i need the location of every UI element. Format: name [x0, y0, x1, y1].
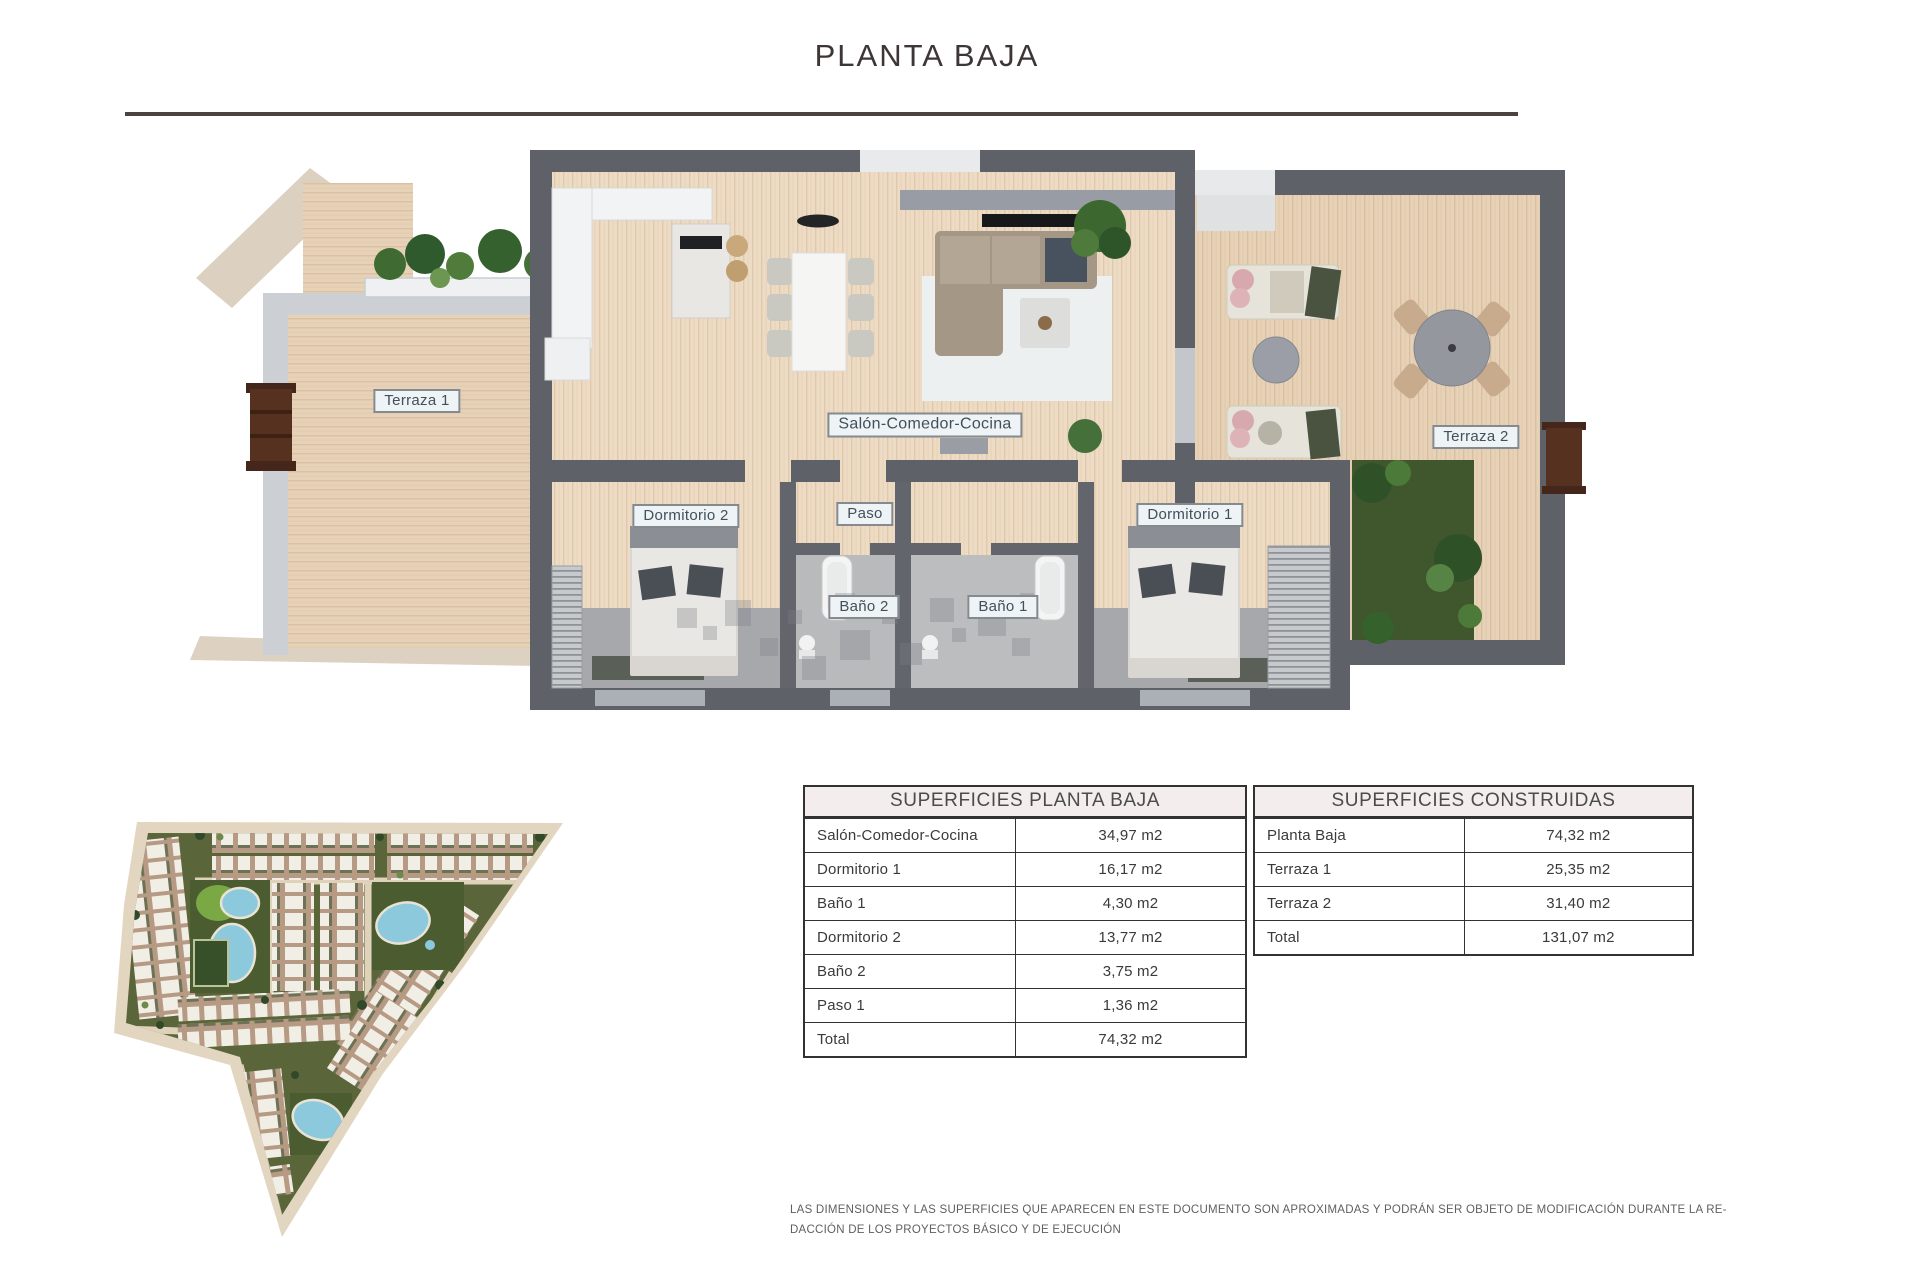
room-label-dormitorio-1: Dormitorio 1: [1136, 503, 1243, 527]
table-row: Baño 1 4,30 m2: [805, 886, 1245, 920]
table-row: Baño 2 3,75 m2: [805, 954, 1245, 988]
table-row: Total 74,32 m2: [805, 1022, 1245, 1056]
title-divider: [125, 112, 1518, 116]
side-table: [1253, 337, 1299, 383]
table-row: Dormitorio 1 16,17 m2: [805, 852, 1245, 886]
disclaimer-text: [790, 1200, 1910, 1240]
room-label-bano-2: Baño 2: [828, 595, 899, 619]
site-plan-render: [100, 775, 610, 1260]
middle-wall: [530, 460, 1195, 482]
table-superficies-construidas: [1253, 785, 1694, 956]
room-label-paso: Paso: [836, 502, 893, 526]
room-label-dormitorio-2: Dormitorio 2: [632, 504, 739, 528]
table-header: SUPERFICIES CONSTRUIDAS: [1255, 787, 1692, 818]
terraza-1-gate: [246, 383, 296, 471]
table-row: Paso 1 1,36 m2: [805, 988, 1245, 1022]
page-title: PLANTA BAJA: [814, 38, 1040, 73]
table-row: Total 131,07 m2: [1255, 920, 1692, 954]
table-superficies-planta-baja: [803, 785, 1247, 1058]
room-label-terraza-1: Terraza 1: [373, 389, 460, 413]
table-row: Planta Baja 74,32 m2: [1255, 818, 1692, 852]
site-park-pool-1: [190, 880, 270, 993]
garden-lawn: [1352, 460, 1482, 644]
sun-lounger-2: [1227, 406, 1341, 459]
dormitorio-1-furniture: [1128, 526, 1330, 688]
site-pool-2: [372, 882, 464, 970]
room-label-terraza-2: Terraza 2: [1432, 425, 1519, 449]
table-row: Salón-Comedor-Cocina 34,97 m2: [805, 818, 1245, 852]
table-header: SUPERFICIES PLANTA BAJA: [805, 787, 1245, 818]
table-row: Terraza 1 25,35 m2: [1255, 852, 1692, 886]
disclaimer-line-1: LAS DIMENSIONES Y LAS SUPERFICIES QUE APARECEN EN ESTE DOCUMENTO SON APROXIMADAS Y PODRÁN SER OBJETO DE MODIFICACIÓN DURANTE LA RE-: [790, 1204, 1727, 1216]
dining-set: [767, 253, 874, 371]
table-row: Dormitorio 2 13,77 m2: [805, 920, 1245, 954]
pendant-lamp: [797, 215, 839, 228]
table-row: Terraza 2 31,40 m2: [1255, 886, 1692, 920]
tv: [982, 214, 1078, 227]
sun-lounger-1: [1227, 265, 1341, 320]
room-label-bano-1: Baño 1: [967, 595, 1038, 619]
room-label-salon-comedor-cocina: Salón-Comedor-Cocina: [827, 413, 1022, 438]
terraza-2-gate: [1542, 422, 1586, 494]
disclaimer-line-2: DACCIÓN DE LOS PROYECTOS BÁSICO Y DE EJECUCIÓN: [790, 1224, 1122, 1237]
